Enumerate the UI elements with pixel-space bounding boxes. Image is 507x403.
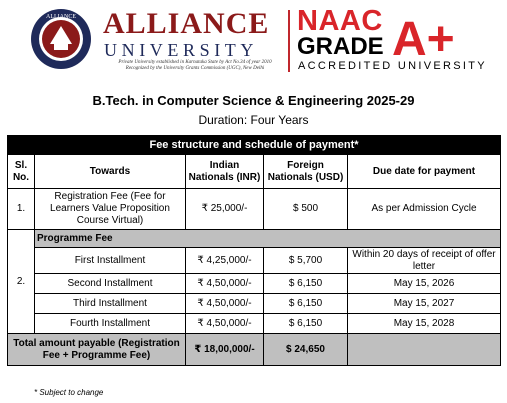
cell-towards: Fourth Installment	[35, 314, 186, 334]
cell-inr: ₹ 4,25,000/-	[186, 248, 264, 274]
total-usd: $ 24,650	[264, 334, 348, 366]
cell-inr: ₹ 4,50,000/-	[186, 274, 264, 294]
program-duration: Duration: Four Years	[198, 113, 309, 127]
header-inr: Indian Nationals (INR)	[186, 155, 264, 189]
university-note: Private University established in Karnataka State by Act No.34 of year 2010 Recognized by the University Grants Commission (UGC), New Delhi	[118, 60, 272, 71]
grade-value: A+	[392, 13, 455, 66]
cell-due: Within 20 days of receipt of offer letter	[348, 248, 501, 274]
footnote: * Subject to change	[34, 388, 104, 397]
page-header	[0, 0, 507, 80]
total-inr: ₹ 18,00,000/-	[186, 334, 264, 366]
cell-usd: $ 5,700	[264, 248, 348, 274]
cell-inr: ₹ 25,000/-	[186, 189, 264, 230]
cell-towards: Third Installment	[35, 294, 186, 314]
cell-inr: ₹ 4,50,000/-	[186, 294, 264, 314]
university-word: UNIVERSITY	[104, 40, 258, 60]
table-row	[8, 248, 501, 274]
total-row	[8, 334, 501, 366]
programme-fee-label: Programme Fee	[35, 230, 501, 248]
header-sl: Sl. No.	[8, 155, 35, 189]
university-name: ALLIANCE	[103, 7, 270, 40]
table-row	[8, 294, 501, 314]
header-usd: Foreign Nationals (USD)	[264, 155, 348, 189]
university-seal-logo	[30, 8, 92, 70]
cell-due: May 15, 2026	[348, 274, 501, 294]
total-label: Total amount payable (Registration Fee + Programme Fee)	[8, 334, 186, 366]
cell-inr: ₹ 4,50,000/-	[186, 314, 264, 334]
cell-usd: $ 500	[264, 189, 348, 230]
cell-usd: $ 6,150	[264, 314, 348, 334]
cell-towards: First Installment	[35, 248, 186, 274]
cell-usd: $ 6,150	[264, 294, 348, 314]
cell-due: May 15, 2028	[348, 314, 501, 334]
cell-sl: 1.	[8, 189, 35, 230]
total-due-empty	[348, 334, 501, 366]
cell-towards: Second Installment	[35, 274, 186, 294]
cell-usd: $ 6,150	[264, 274, 348, 294]
header-due: Due date for payment	[348, 155, 501, 189]
header-divider	[288, 10, 290, 72]
accredited-label: ACCREDITED UNIVERSITY	[298, 60, 487, 72]
svg-text:ALLIANCE: ALLIANCE	[46, 14, 76, 20]
table-row	[8, 274, 501, 294]
cell-due: As per Admission Cycle	[348, 189, 501, 230]
table-row	[8, 189, 501, 230]
table-row	[8, 314, 501, 334]
cell-sl: 2.	[8, 230, 35, 334]
cell-towards: Registration Fee (Fee for Learners Value Proposition Course Virtual)	[35, 189, 186, 230]
program-title: B.Tech. in Computer Science & Engineering 2025-29	[92, 93, 415, 108]
naac-label: NAAC	[297, 5, 383, 37]
grade-label: GRADE	[297, 33, 384, 60]
header-towards: Towards	[35, 155, 186, 189]
cell-due: May 15, 2027	[348, 294, 501, 314]
fee-table	[7, 135, 501, 366]
table-caption: Fee structure and schedule of payment*	[8, 136, 501, 155]
